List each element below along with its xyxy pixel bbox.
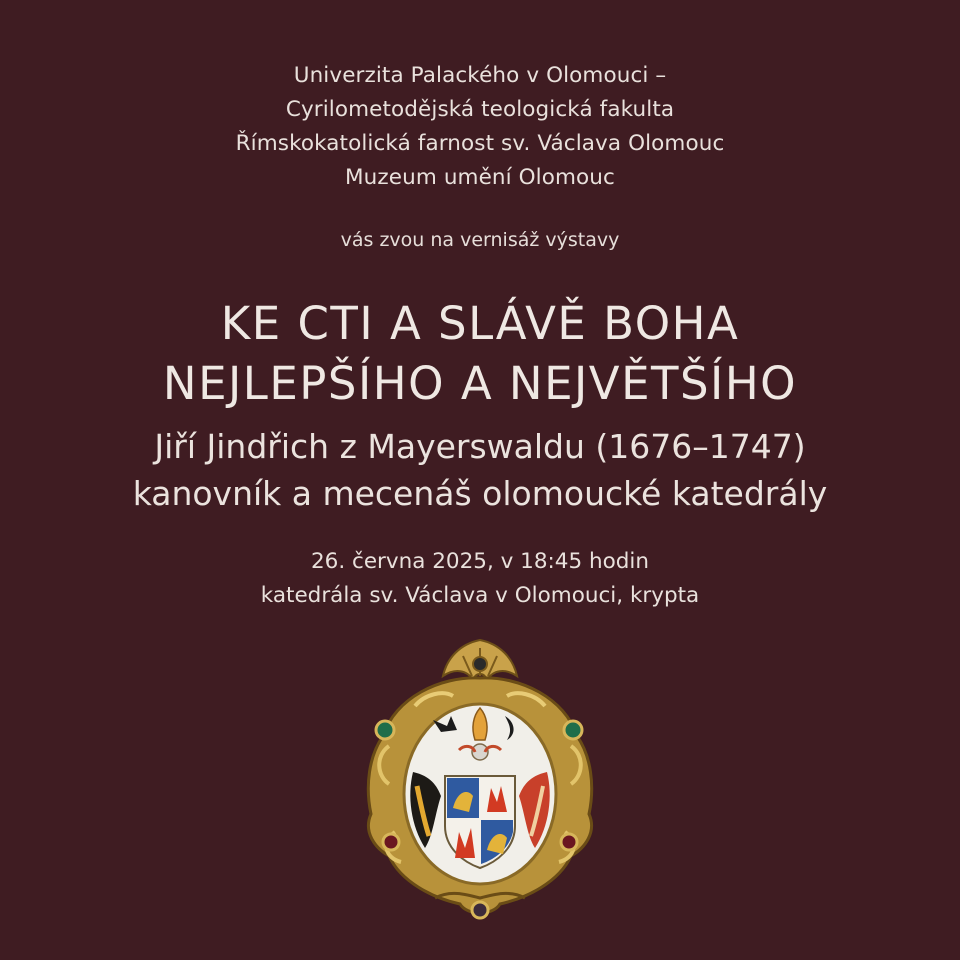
- organizer-line-2: Cyrilometodějská teologická fakulta: [285, 97, 675, 122]
- event-venue: katedrála sv. Václava v Olomouci, krypta: [260, 583, 700, 608]
- coat-of-arms-emblem: [355, 636, 605, 926]
- organizer-line-3: Římskokatolická farnost sv. Václava Olomouc: [235, 131, 725, 156]
- exhibition-subtitle-line-1: Jiří Jindřich z Mayerswaldu (1676–1747): [154, 427, 806, 466]
- exhibition-subtitle-line-2: kanovník a mecenáš olomoucké katedrály: [132, 474, 828, 513]
- ruby-gem-left: [383, 834, 399, 850]
- amethyst-gem-bottom: [472, 902, 488, 918]
- organizer-line-4: Muzeum umění Olomouc: [345, 165, 615, 190]
- exhibition-title-line-1: KE CTI A SLÁVĚ BOHA: [220, 297, 740, 350]
- invitation-intro: vás zvou na vernisáž výstavy: [340, 229, 620, 251]
- exhibition-title-line-2: NEJLEPŠÍHO A NEJVĚTŠÍHO: [162, 357, 798, 410]
- emerald-gem-right: [564, 721, 582, 739]
- emerald-gem-left: [376, 721, 394, 739]
- frame-crest: [443, 640, 517, 680]
- event-date-time: 26. června 2025, v 18:45 hodin: [310, 549, 650, 574]
- organizer-line-1: Univerzita Palackého v Olomouci –: [293, 63, 667, 88]
- ruby-gem-right: [561, 834, 577, 850]
